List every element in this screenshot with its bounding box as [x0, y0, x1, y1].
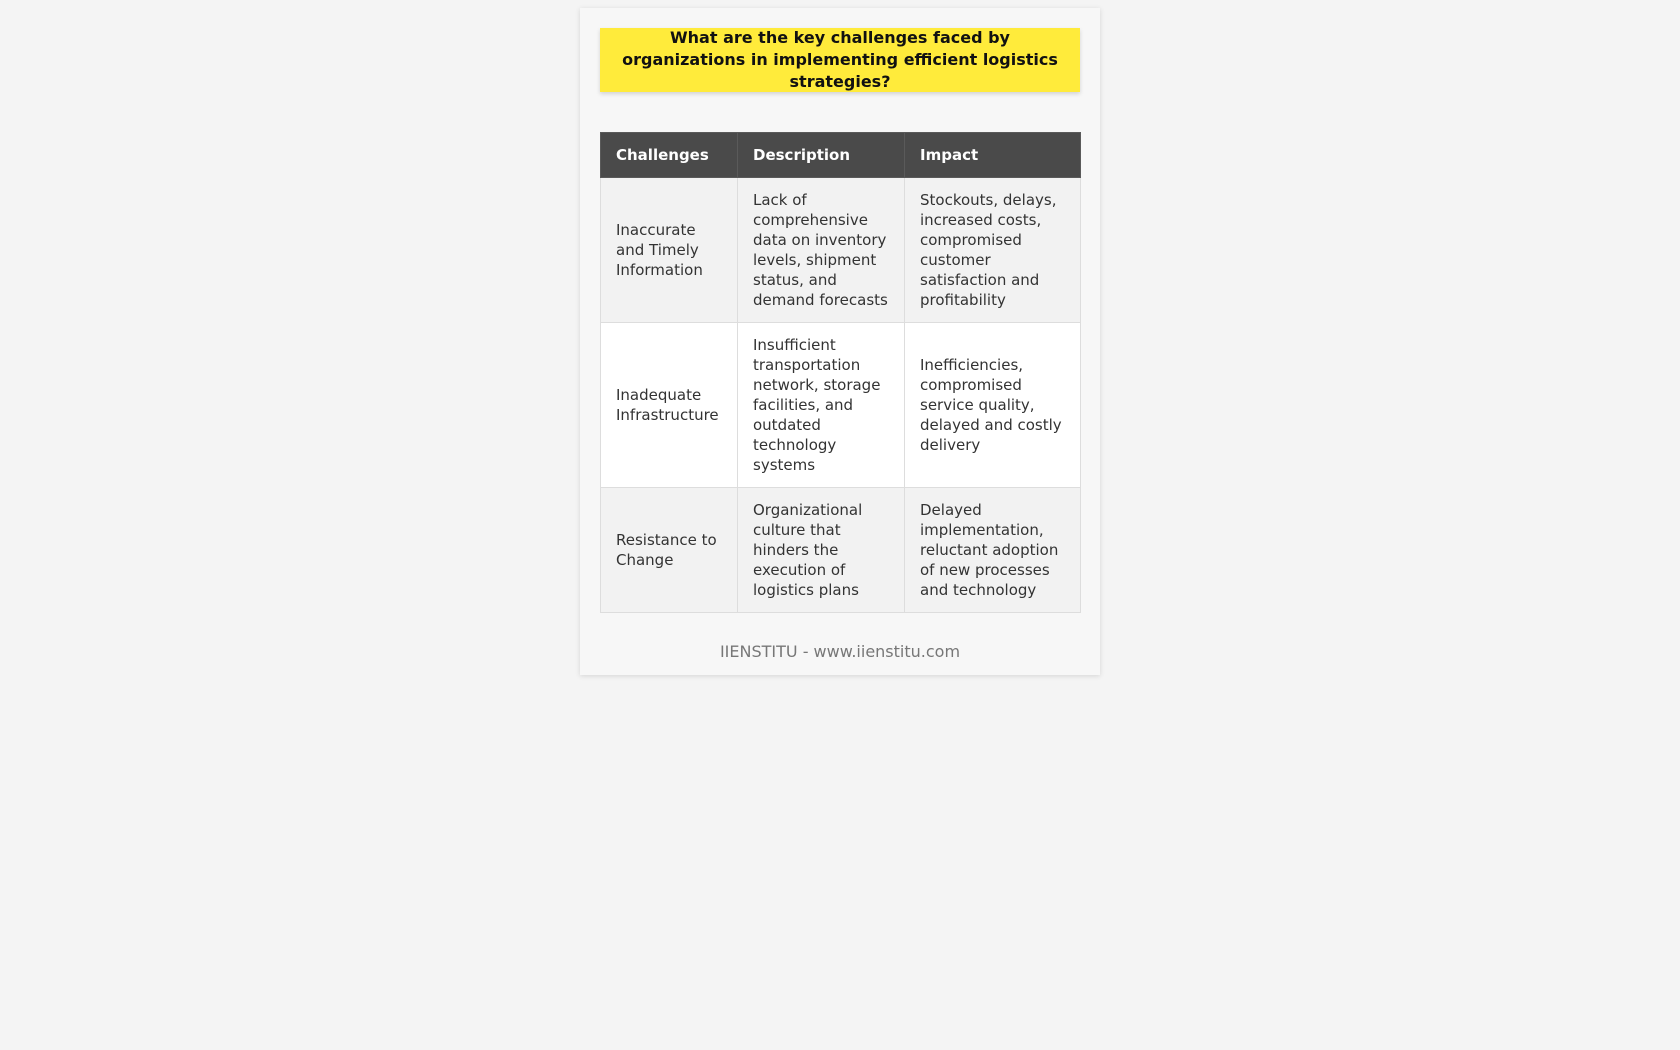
challenges-table	[600, 132, 1081, 613]
description-cell: Insufficient transportation network, storage facilities, and outdated technology systems	[738, 323, 905, 488]
description-cell: Organizational culture that hinders the execution of logistics plans	[738, 488, 905, 613]
content-card	[580, 8, 1100, 675]
challenge-cell: Inaccurate and Timely Information	[601, 178, 738, 323]
description-cell: Lack of comprehensive data on inventory levels, shipment status, and demand forecasts	[738, 178, 905, 323]
impact-cell: Inefficiencies, compromised service quality, delayed and costly delivery	[905, 323, 1081, 488]
challenge-cell: Inadequate Infrastructure	[601, 323, 738, 488]
column-header-challenges: Challenges	[601, 133, 738, 178]
challenge-cell: Resistance to Change	[601, 488, 738, 613]
impact-cell: Stockouts, delays, increased costs, compromised customer satisfaction and profitability	[905, 178, 1081, 323]
column-header-description: Description	[738, 133, 905, 178]
impact-cell: Delayed implementation, reluctant adoption of new processes and technology	[905, 488, 1081, 613]
column-header-impact: Impact	[905, 133, 1081, 178]
question-title: What are the key challenges faced by organizations in implementing efficient logistics strategies?	[622, 28, 1058, 91]
question-banner	[600, 28, 1080, 92]
table-row	[601, 178, 1081, 323]
footer-credit: IIENSTITU - www.iienstitu.com	[719, 642, 961, 661]
table-row	[601, 488, 1081, 613]
table-header-row	[601, 133, 1081, 178]
table-row	[601, 323, 1081, 488]
